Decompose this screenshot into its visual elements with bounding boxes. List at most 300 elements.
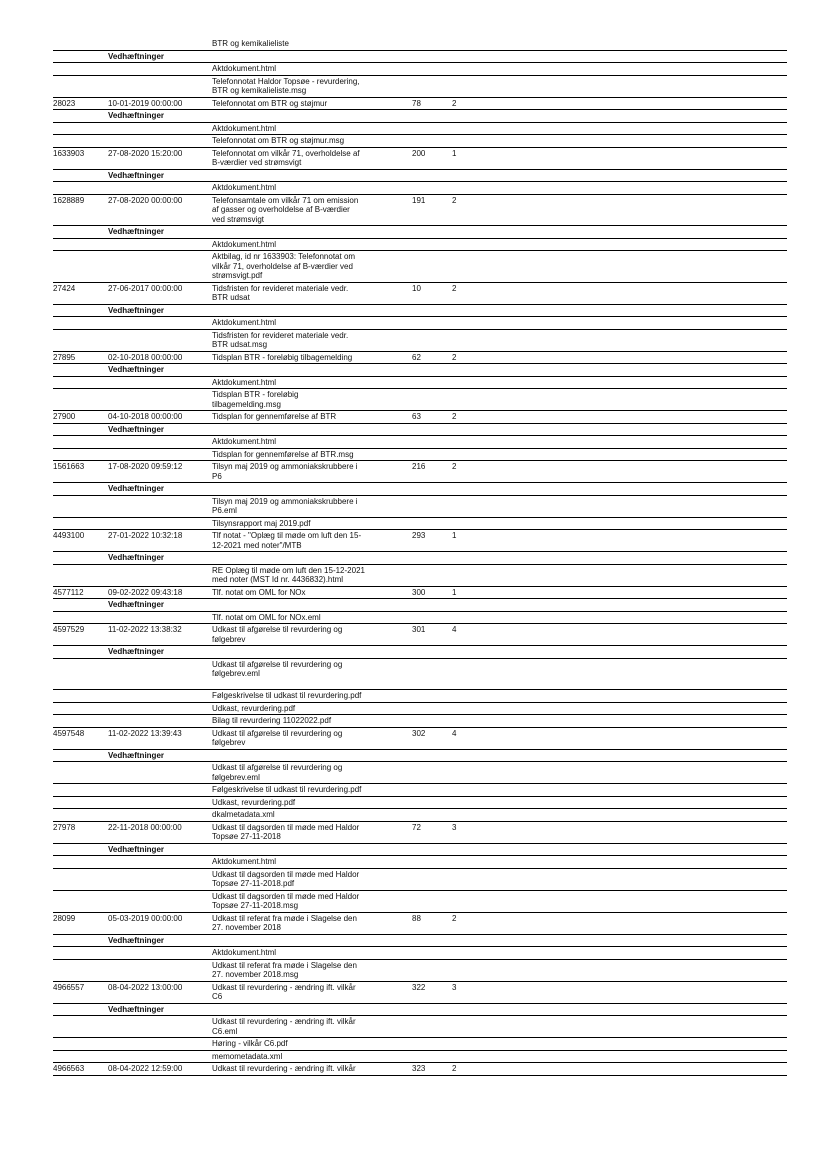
- doc-date: [108, 809, 212, 821]
- doc-count: [452, 960, 482, 981]
- attachments-header-row: [53, 646, 787, 659]
- attachment-row: [53, 891, 787, 913]
- doc-title: [212, 552, 412, 564]
- document-row: [53, 913, 787, 935]
- attachment-row: [53, 947, 787, 960]
- spacer: [482, 784, 787, 796]
- attachments-label: Vedhæftninger: [108, 553, 165, 562]
- spacer: [482, 1038, 787, 1050]
- doc-count: [452, 330, 482, 351]
- doc-number: [412, 389, 452, 410]
- attachment-row: [53, 135, 787, 148]
- attachment-row: [53, 659, 787, 691]
- doc-date: [108, 38, 212, 50]
- doc-date: [108, 449, 212, 461]
- doc-number: [412, 364, 452, 376]
- doc-number: [412, 1051, 452, 1063]
- doc-date: [108, 518, 212, 530]
- doc-id: [53, 797, 108, 809]
- attachment-filename: Tilsyn maj 2019 og ammoniakskrubbere i P6.eml: [212, 496, 358, 515]
- doc-id: [53, 750, 108, 762]
- spacer: [482, 424, 787, 436]
- doc-id: [53, 1038, 108, 1050]
- doc-date: [108, 330, 212, 351]
- doc-number: [412, 612, 452, 624]
- doc-id: [53, 565, 108, 586]
- doc-date: 17-08-2020 09:59:12: [108, 462, 183, 471]
- spacer: [482, 1004, 787, 1016]
- doc-number: [412, 960, 452, 981]
- doc-date: [108, 565, 212, 586]
- spacer: [482, 728, 787, 749]
- doc-id: [53, 305, 108, 317]
- attachment-row: [53, 123, 787, 136]
- doc-date: [108, 690, 212, 702]
- attachment-row: [53, 436, 787, 449]
- attachments-header-row: [53, 51, 787, 64]
- attachment-filename: Tidsplan BTR - foreløbig tilbagemelding.msg: [212, 390, 299, 409]
- spacer: [482, 947, 787, 959]
- doc-date: [108, 317, 212, 329]
- doc-id: [53, 483, 108, 495]
- doc-count: [452, 565, 482, 586]
- spacer: [482, 226, 787, 238]
- doc-count: 2: [452, 283, 457, 293]
- attachment-filename: Følgeskrivelse til udkast til revurdering.pdf: [212, 785, 362, 794]
- doc-title: Telefonsamtale om vilkår 71 om emission af gasser og overholdelse af B-værdier ved strømsvigt: [212, 195, 359, 224]
- attachment-row: [53, 377, 787, 390]
- doc-id: [53, 317, 108, 329]
- doc-title: Udkast til referat fra møde i Slagelse den 27. november 2018: [212, 913, 357, 932]
- attachment-filename: Udkast til dagsorden til møde med Haldor Topsøe 27-11-2018.pdf: [212, 869, 360, 888]
- doc-id: 27978: [53, 822, 76, 832]
- doc-count: [452, 123, 482, 135]
- attachment-row: [53, 612, 787, 625]
- attachments-header-row: [53, 844, 787, 857]
- doc-title: [212, 110, 412, 122]
- doc-number: [412, 239, 452, 251]
- spacer: [482, 891, 787, 912]
- doc-count: [452, 317, 482, 329]
- attachments-label: Vedhæftninger: [108, 170, 165, 180]
- doc-id: [53, 784, 108, 796]
- doc-date: 10-01-2019 00:00:00: [108, 98, 183, 108]
- doc-number: 72: [412, 822, 421, 832]
- doc-date: [108, 389, 212, 410]
- attachment-filename: Udkast til dagsorden til møde med Haldor Topsøe 27-11-2018.msg: [212, 891, 360, 910]
- doc-title: Tilsyn maj 2019 og ammoniakskrubbere i P6: [212, 462, 358, 481]
- doc-count: 2: [452, 195, 457, 205]
- attachment-filename: Udkast, revurdering.pdf: [212, 703, 296, 713]
- doc-id: [53, 364, 108, 376]
- doc-number: 323: [412, 1064, 426, 1073]
- document-row: [53, 728, 787, 750]
- doc-title: [212, 483, 412, 495]
- doc-number: [412, 856, 452, 868]
- spacer: [482, 935, 787, 947]
- doc-count: 1: [452, 531, 457, 540]
- attachment-row: [53, 518, 787, 531]
- doc-count: [452, 110, 482, 122]
- doc-count: 3: [452, 982, 457, 992]
- spacer: [482, 63, 787, 75]
- doc-date: 05-03-2019 00:00:00: [108, 913, 183, 923]
- doc-number: [412, 762, 452, 783]
- doc-count: [452, 703, 482, 715]
- doc-count: [452, 51, 482, 63]
- doc-id: [53, 869, 108, 890]
- doc-id: [53, 935, 108, 947]
- doc-count: [452, 762, 482, 783]
- doc-id: [53, 1016, 108, 1037]
- doc-id: [53, 436, 108, 448]
- doc-number: [412, 690, 452, 702]
- spacer: [482, 483, 787, 495]
- doc-date: 11-02-2022 13:39:43: [108, 728, 182, 738]
- doc-id: 1633903: [53, 148, 85, 158]
- doc-number: [412, 51, 452, 63]
- spacer: [482, 612, 787, 624]
- doc-title: Udkast til revurdering - ændring ift. vilkår C6: [212, 982, 356, 1001]
- doc-number: 10: [412, 283, 421, 293]
- doc-number: [412, 935, 452, 947]
- attachments-label: Vedhæftninger: [108, 935, 165, 945]
- attachment-row: [53, 690, 787, 703]
- doc-date: [108, 1038, 212, 1050]
- doc-count: [452, 170, 482, 182]
- attachments-label: Vedhæftninger: [108, 844, 165, 854]
- spacer: [482, 364, 787, 376]
- doc-title: Tlf. notat om OML for NOx: [212, 587, 306, 597]
- doc-date: [108, 436, 212, 448]
- attachment-row: [53, 38, 787, 51]
- attachment-row: [53, 797, 787, 810]
- doc-id: 1561663: [53, 462, 85, 471]
- doc-id: [53, 646, 108, 658]
- document-row: [53, 148, 787, 170]
- doc-number: [412, 76, 452, 97]
- doc-count: 4: [452, 625, 457, 634]
- doc-id: [53, 659, 108, 690]
- doc-title: Udkast til dagsorden til møde med Haldor Topsøe 27-11-2018: [212, 822, 360, 841]
- doc-id: [53, 239, 108, 251]
- doc-id: 4597548: [53, 728, 85, 738]
- attachment-row: [53, 1038, 787, 1051]
- attachment-filename: Aktbilag, id nr 1633903: Telefonnotat om vilkår 71, overholdelse af B-værdier ved strømsvigt.pdf: [212, 252, 356, 280]
- attachment-row: [53, 449, 787, 462]
- doc-number: [412, 659, 452, 690]
- spacer: [482, 913, 787, 934]
- doc-date: [108, 762, 212, 783]
- attachments-header-row: [53, 424, 787, 437]
- spacer: [482, 762, 787, 783]
- doc-count: [452, 599, 482, 611]
- doc-id: [53, 703, 108, 715]
- doc-date: [108, 784, 212, 796]
- doc-number: [412, 110, 452, 122]
- doc-id: [53, 518, 108, 530]
- doc-number: [412, 330, 452, 351]
- doc-number: [412, 182, 452, 194]
- doc-number: [412, 869, 452, 890]
- spacer: [482, 305, 787, 317]
- doc-count: [452, 305, 482, 317]
- doc-title: [212, 599, 412, 611]
- doc-date: [108, 947, 212, 959]
- doc-id: [53, 891, 108, 912]
- spacer: [482, 982, 787, 1003]
- doc-date: [108, 239, 212, 251]
- attachment-filename: Aktdokument.html: [212, 377, 277, 387]
- doc-number: [412, 809, 452, 821]
- doc-date: 08-04-2022 12:59:00: [108, 1064, 183, 1073]
- doc-number: 191: [412, 195, 426, 205]
- doc-title: Udkast til afgørelse til revurdering og følgebrev: [212, 728, 343, 747]
- doc-number: [412, 797, 452, 809]
- doc-number: [412, 251, 452, 282]
- doc-title: [212, 646, 412, 658]
- spacer: [482, 377, 787, 389]
- doc-number: [412, 63, 452, 75]
- doc-date: 27-08-2020 00:00:00: [108, 195, 183, 205]
- document-row: [53, 624, 787, 646]
- doc-id: [53, 947, 108, 959]
- attachment-row: [53, 330, 787, 352]
- doc-id: 4966557: [53, 982, 85, 992]
- doc-number: [412, 1016, 452, 1037]
- doc-number: [412, 305, 452, 317]
- attachment-row: [53, 856, 787, 869]
- spacer: [482, 389, 787, 410]
- doc-number: [412, 784, 452, 796]
- attachments-label: Vedhæftninger: [108, 647, 165, 656]
- doc-id: [53, 856, 108, 868]
- doc-id: 1628889: [53, 195, 85, 205]
- doc-title: Udkast til revurdering - ændring ift. vilkår: [212, 1064, 356, 1073]
- doc-number: [412, 844, 452, 856]
- attachments-header-row: [53, 599, 787, 612]
- document-table: [53, 38, 787, 1076]
- doc-count: 2: [452, 352, 457, 362]
- attachment-filename: Aktdokument.html: [212, 857, 277, 866]
- attachment-filename: memometadata.xml: [212, 1051, 283, 1061]
- doc-id: 28023: [53, 98, 76, 108]
- doc-title: Udkast til afgørelse til revurdering og følgebrev: [212, 625, 343, 644]
- doc-date: [108, 659, 212, 690]
- doc-count: [452, 690, 482, 702]
- document-row: [53, 530, 787, 552]
- doc-date: [108, 856, 212, 868]
- attachment-row: [53, 565, 787, 587]
- spacer: [482, 330, 787, 351]
- doc-id: [53, 449, 108, 461]
- spacer: [482, 703, 787, 715]
- doc-count: [452, 483, 482, 495]
- doc-id: 27895: [53, 352, 76, 362]
- attachment-filename: Aktdokument.html: [212, 318, 277, 327]
- doc-count: 2: [452, 98, 457, 108]
- doc-date: [108, 135, 212, 147]
- doc-count: [452, 797, 482, 809]
- spacer: [482, 449, 787, 461]
- doc-title: [212, 305, 412, 317]
- spacer: [482, 251, 787, 282]
- doc-count: [452, 750, 482, 762]
- attachments-label: Vedhæftninger: [108, 750, 165, 760]
- doc-date: [108, 797, 212, 809]
- spacer: [482, 960, 787, 981]
- spacer: [482, 148, 787, 169]
- doc-count: [452, 38, 482, 50]
- doc-number: 302: [412, 728, 426, 738]
- attachments-header-row: [53, 483, 787, 496]
- doc-count: [452, 135, 482, 147]
- spacer: [482, 690, 787, 702]
- document-row: [53, 1063, 787, 1076]
- doc-id: [53, 389, 108, 410]
- spacer: [482, 123, 787, 135]
- doc-count: [452, 552, 482, 564]
- doc-date: [108, 715, 212, 727]
- doc-count: 1: [452, 587, 457, 597]
- attachment-row: [53, 869, 787, 891]
- doc-title: [212, 424, 412, 436]
- doc-id: [53, 226, 108, 238]
- spacer: [482, 496, 787, 517]
- doc-date: [108, 123, 212, 135]
- doc-date: [108, 496, 212, 517]
- attachments-label: Vedhæftninger: [108, 484, 165, 493]
- document-row: [53, 587, 787, 600]
- doc-title: Tidsplan for gennemførelse af BTR: [212, 412, 337, 421]
- doc-date: [108, 76, 212, 97]
- doc-count: [452, 239, 482, 251]
- doc-number: 200: [412, 148, 426, 158]
- doc-count: [452, 659, 482, 690]
- doc-number: [412, 436, 452, 448]
- doc-date: [108, 251, 212, 282]
- spacer: [482, 76, 787, 97]
- spacer: [482, 38, 787, 50]
- attachments-header-row: [53, 305, 787, 318]
- doc-count: [452, 226, 482, 238]
- doc-count: [452, 496, 482, 517]
- doc-date: [108, 703, 212, 715]
- doc-date: 04-10-2018 00:00:00: [108, 412, 183, 421]
- doc-title: Telefonnotat om vilkår 71, overholdelse af B-værdier ved strømsvigt: [212, 148, 360, 167]
- doc-count: [452, 844, 482, 856]
- attachment-filename: Tidsplan for gennemførelse af BTR.msg: [212, 449, 354, 459]
- spacer: [482, 750, 787, 762]
- spacer: [482, 552, 787, 564]
- document-row: [53, 195, 787, 227]
- attachment-filename: Aktdokument.html: [212, 437, 277, 446]
- attachment-filename: Følgeskrivelse til udkast til revurdering.pdf: [212, 691, 362, 700]
- doc-date: 08-04-2022 13:00:00: [108, 982, 183, 992]
- doc-date: [108, 377, 212, 389]
- doc-date: [108, 891, 212, 912]
- attachment-filename: Bilag til revurdering 11022022.pdf: [212, 716, 332, 725]
- spacer: [482, 715, 787, 727]
- spacer: [482, 182, 787, 194]
- doc-count: [452, 182, 482, 194]
- doc-count: 2: [452, 462, 457, 471]
- doc-number: [412, 646, 452, 658]
- doc-id: [53, 251, 108, 282]
- doc-date: [108, 1051, 212, 1063]
- attachment-filename: Aktdokument.html: [212, 239, 277, 249]
- attachment-filename: RE Oplæg til møde om luft den 15-12-2021 med noter (MST Id nr. 4436832).html: [212, 565, 365, 584]
- spacer: [482, 822, 787, 843]
- doc-count: [452, 1051, 482, 1063]
- attachment-row: [53, 960, 787, 982]
- doc-title: [212, 170, 412, 182]
- spacer: [482, 1016, 787, 1037]
- doc-count: [452, 389, 482, 410]
- spacer: [482, 565, 787, 586]
- doc-id: 4493100: [53, 531, 85, 540]
- doc-title: Tlf notat - "Oplæg til møde om luft den 15- 12-2021 med noter"/MTB: [212, 531, 362, 550]
- doc-title: [212, 935, 412, 947]
- spacer: [482, 1051, 787, 1063]
- doc-id: [53, 51, 108, 63]
- attachment-filename: Udkast til referat fra møde i Slagelse den 27. november 2018.msg: [212, 960, 357, 979]
- doc-number: 322: [412, 982, 426, 992]
- doc-number: [412, 170, 452, 182]
- doc-number: [412, 1038, 452, 1050]
- document-row: [53, 283, 787, 305]
- attachments-header-row: [53, 552, 787, 565]
- doc-number: [412, 483, 452, 495]
- attachments-header-row: [53, 750, 787, 763]
- doc-id: [53, 182, 108, 194]
- spacer: [482, 1063, 787, 1075]
- doc-number: 88: [412, 913, 421, 923]
- doc-date: 02-10-2018 00:00:00: [108, 352, 183, 362]
- spacer: [482, 518, 787, 530]
- doc-number: [412, 891, 452, 912]
- doc-id: [53, 170, 108, 182]
- document-row: [53, 98, 787, 111]
- spacer: [482, 170, 787, 182]
- doc-number: 63: [412, 412, 421, 421]
- doc-id: [53, 1004, 108, 1016]
- doc-id: [53, 552, 108, 564]
- doc-number: [412, 947, 452, 959]
- doc-id: 4577112: [53, 587, 84, 597]
- doc-id: [53, 38, 108, 50]
- attachments-label: Vedhæftninger: [108, 1004, 165, 1014]
- doc-id: 27900: [53, 412, 76, 421]
- spacer: [482, 283, 787, 304]
- doc-count: [452, 424, 482, 436]
- doc-number: [412, 123, 452, 135]
- spacer: [482, 646, 787, 658]
- document-row: [53, 982, 787, 1004]
- doc-title: Tidsfristen for revideret materiale vedr. BTR udsat: [212, 283, 349, 302]
- doc-id: 28099: [53, 913, 76, 923]
- doc-count: [452, 947, 482, 959]
- attachment-filename: Tilsynsrapport maj 2019.pdf: [212, 518, 311, 528]
- attachments-label: Vedhæftninger: [108, 227, 165, 236]
- spacer: [482, 659, 787, 690]
- attachment-filename: Aktdokument.html: [212, 123, 277, 133]
- doc-count: 4: [452, 728, 457, 738]
- attachment-row: [53, 317, 787, 330]
- attachments-label: Vedhæftninger: [108, 600, 165, 609]
- doc-date: 09-02-2022 09:43:18: [108, 587, 183, 597]
- doc-count: [452, 1016, 482, 1037]
